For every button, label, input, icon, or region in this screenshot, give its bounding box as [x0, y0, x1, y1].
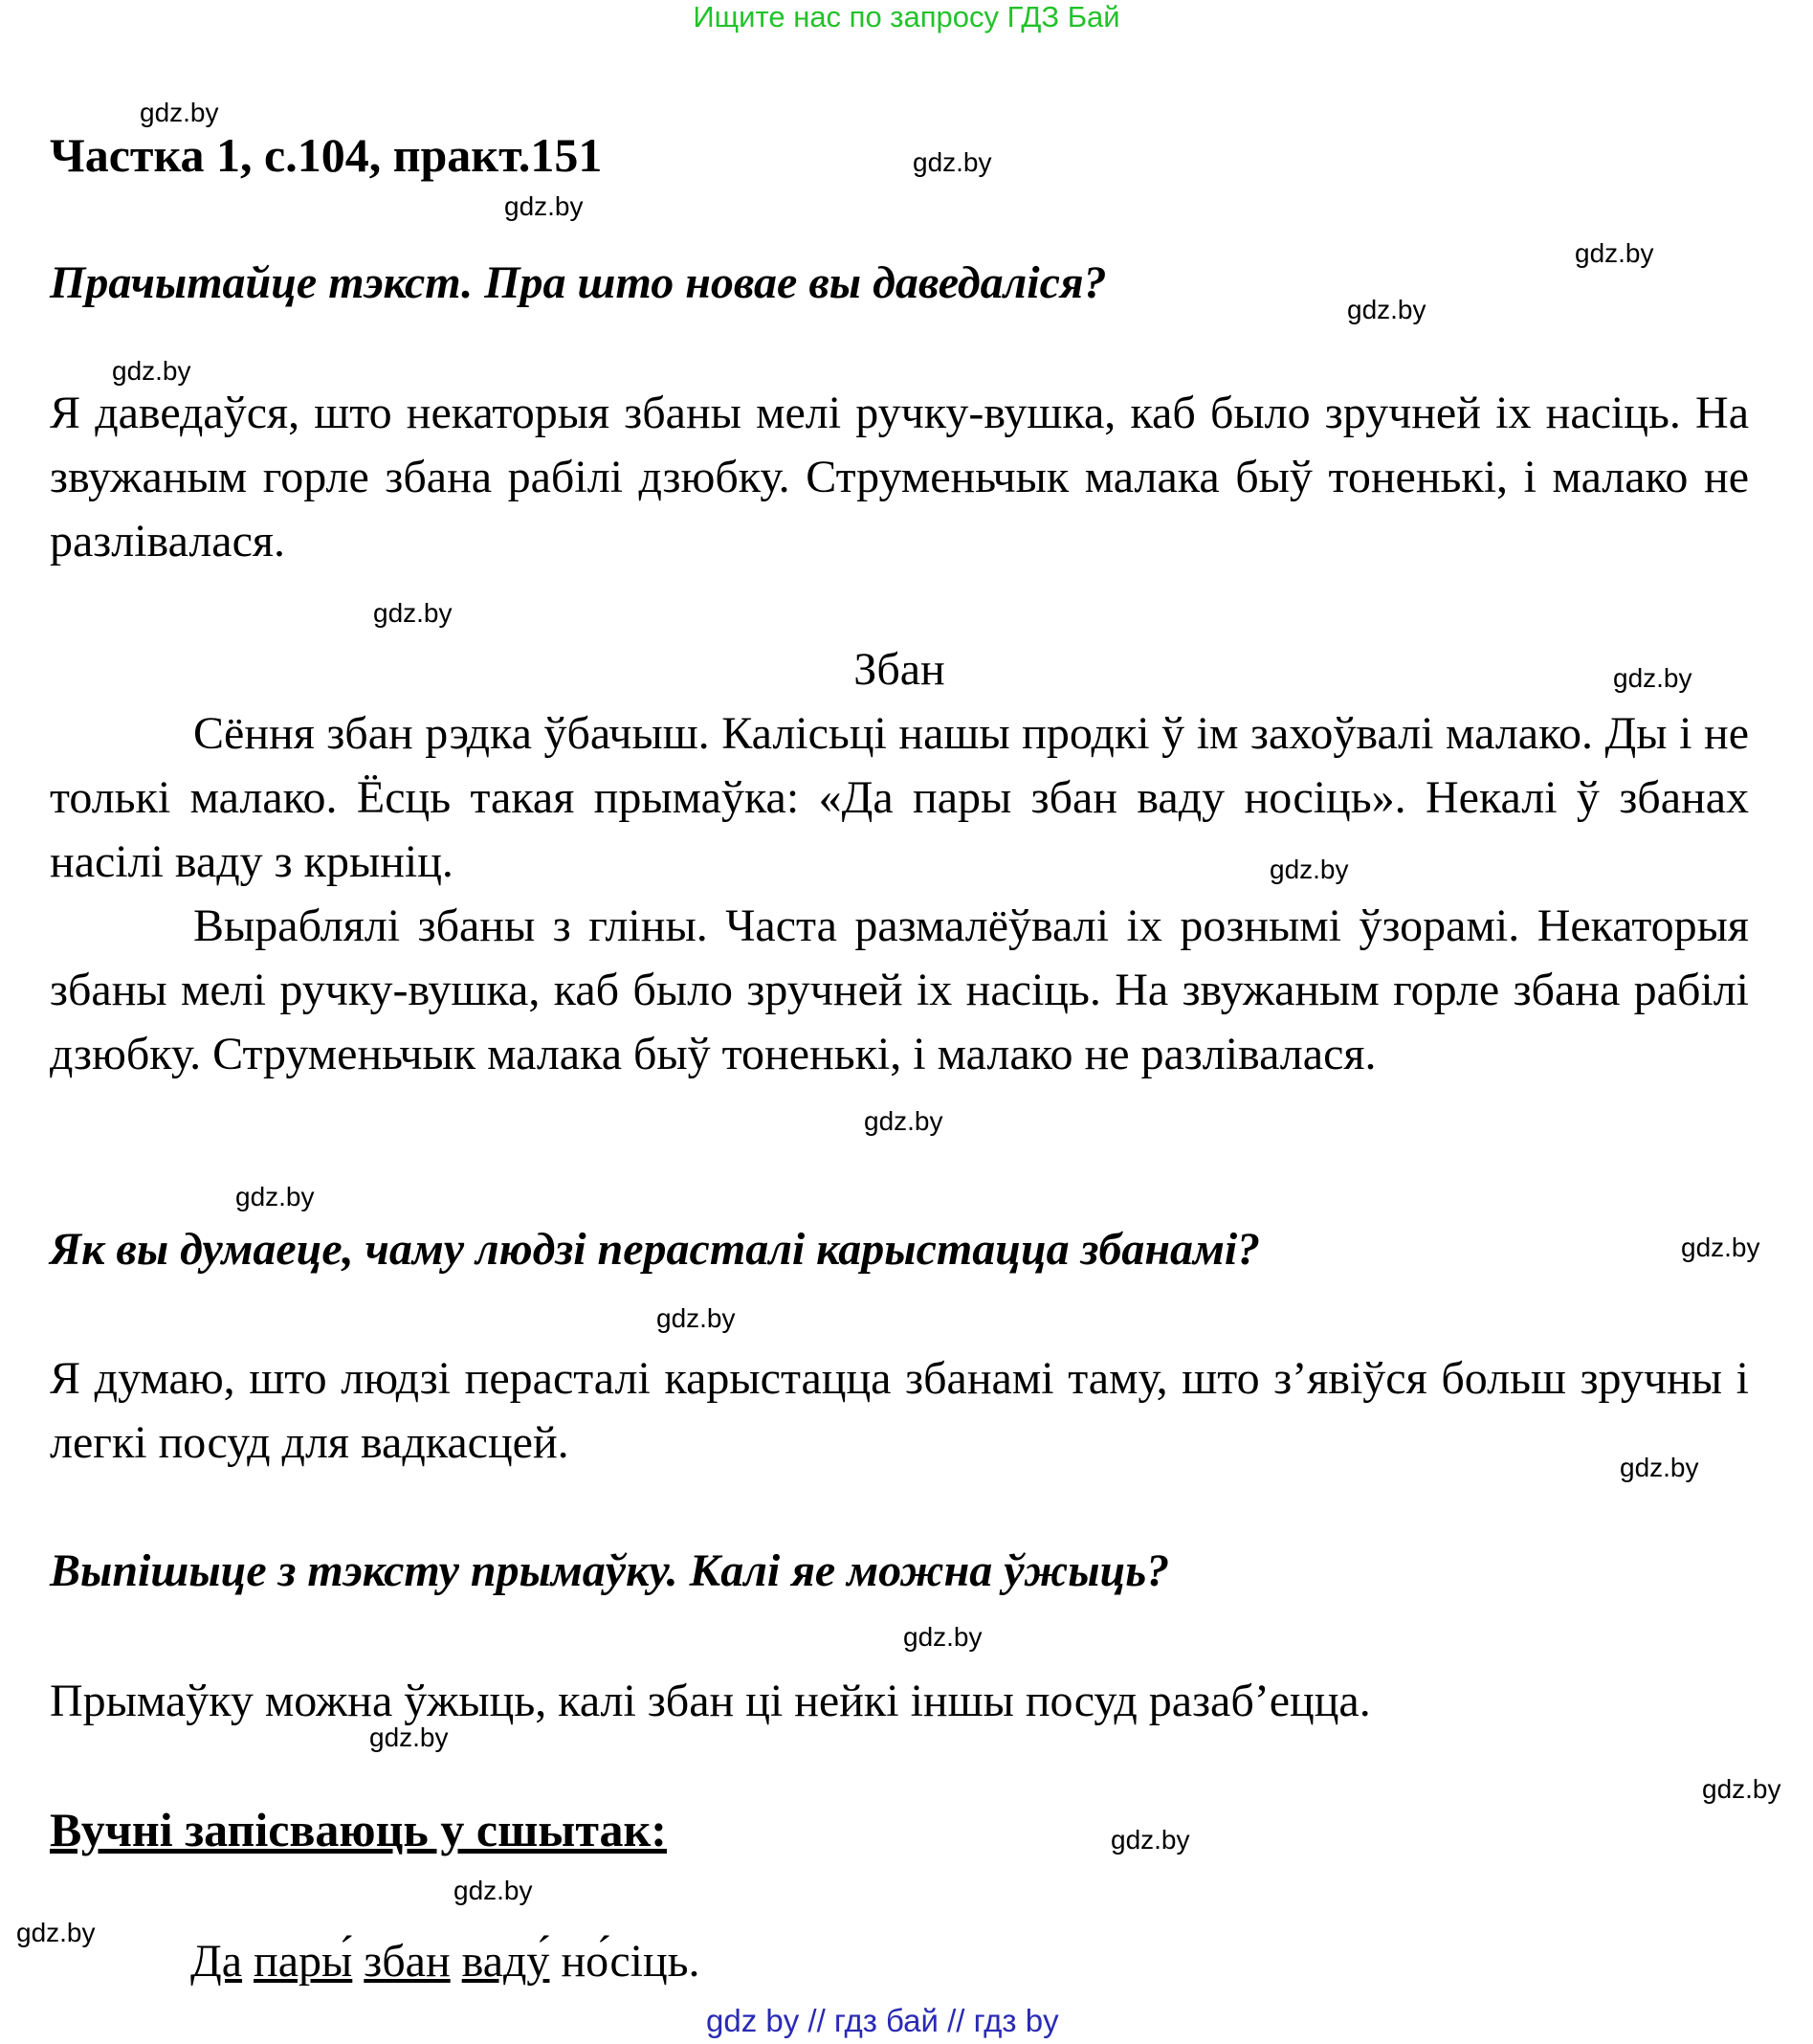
answer-1: Я даведаўся, што некаторыя збаны мелі ручку-вушка, каб было зручней іх насіць. На звужаным горле збана рабілі дзюбку. Струменьчык малака быў тоненькі, і малако не разлівалася. — [50, 388, 1749, 567]
page-title: Частка 1, с.104, практ.151 — [50, 128, 603, 182]
watermark: gdz.by — [112, 356, 191, 386]
question-1: Прачытайце тэкст. Пра што новае вы даведаліся? — [50, 257, 1107, 308]
watermark: gdz.by — [864, 1106, 943, 1136]
watermark: gdz.by — [140, 98, 219, 127]
proverb-word: но́сіць. — [561, 1936, 700, 1987]
watermark: gdz.by — [453, 1876, 533, 1905]
watermark: gdz.by — [504, 191, 584, 221]
answer-2: Я думаю, што людзі перасталі карыстацца збанамі таму, што з’явіўся больш зручны і легкі посуд для вадкасцей. — [50, 1353, 1749, 1468]
proverb — [190, 1933, 700, 1990]
search-banner: Ищите нас по запросу ГДЗ Бай — [693, 0, 1120, 33]
text-title: Збан — [853, 644, 945, 695]
watermark: gdz.by — [1702, 1774, 1781, 1804]
footer-links: gdz by // гдз бай // гдз by — [706, 2003, 1059, 2038]
watermark: gdz.by — [913, 147, 992, 177]
answer-3: Прымаўку можна ўжыць, калі збан ці нейкі іншы посуд разаб’ецца. — [50, 1676, 1371, 1726]
watermark: gdz.by — [1681, 1233, 1760, 1262]
watermark: gdz.by — [1620, 1453, 1699, 1482]
question-3: Выпішыце з тэксту прымаўку. Калі яе можна ўжыць? — [50, 1545, 1170, 1596]
proverb-word: ваду́ — [461, 1936, 550, 1987]
watermark: gdz.by — [235, 1182, 315, 1211]
question-2: Як вы думаеце, чаму людзі перасталі карыстацца збанамі? — [50, 1224, 1261, 1275]
watermark: gdz.by — [903, 1622, 983, 1652]
watermark: gdz.by — [1270, 855, 1349, 884]
watermark: gdz.by — [16, 1918, 96, 1947]
watermark: gdz.by — [369, 1722, 449, 1752]
proverb-word: Да — [190, 1936, 243, 1987]
watermark: gdz.by — [1575, 238, 1654, 268]
text-paragraph-1: Сёння збан рэдка ўбачыш. Калісьці нашы продкі ў ім захоўвалі малако. Ды і не толькі малако. Ёсць такая прымаўка: «Да пары збан ваду носіць». Некалі ў збанах насілі ваду з крыніц. — [50, 708, 1749, 887]
watermark: gdz.by — [373, 598, 453, 628]
watermark: gdz.by — [656, 1303, 736, 1333]
watermark: gdz.by — [1111, 1825, 1190, 1855]
watermark: gdz.by — [1347, 295, 1426, 324]
notebook-heading: Вучні запісваюць у сшытак: — [50, 1803, 667, 1856]
watermark: gdz.by — [1613, 663, 1692, 693]
proverb-word: пары́ — [254, 1936, 353, 1987]
text-paragraph-2: Выраблялі збаны з гліны. Часта размалёўвалі іх рознымі ўзорамі. Некаторыя збаны мелі ручку-вушка, каб было зручней іх насіць. На звужаным горле збана рабілі дзюбку. Струменьчык малака быў тоненькі, і малако не разлівалася. — [50, 900, 1749, 1079]
proverb-word: збан — [364, 1936, 451, 1987]
